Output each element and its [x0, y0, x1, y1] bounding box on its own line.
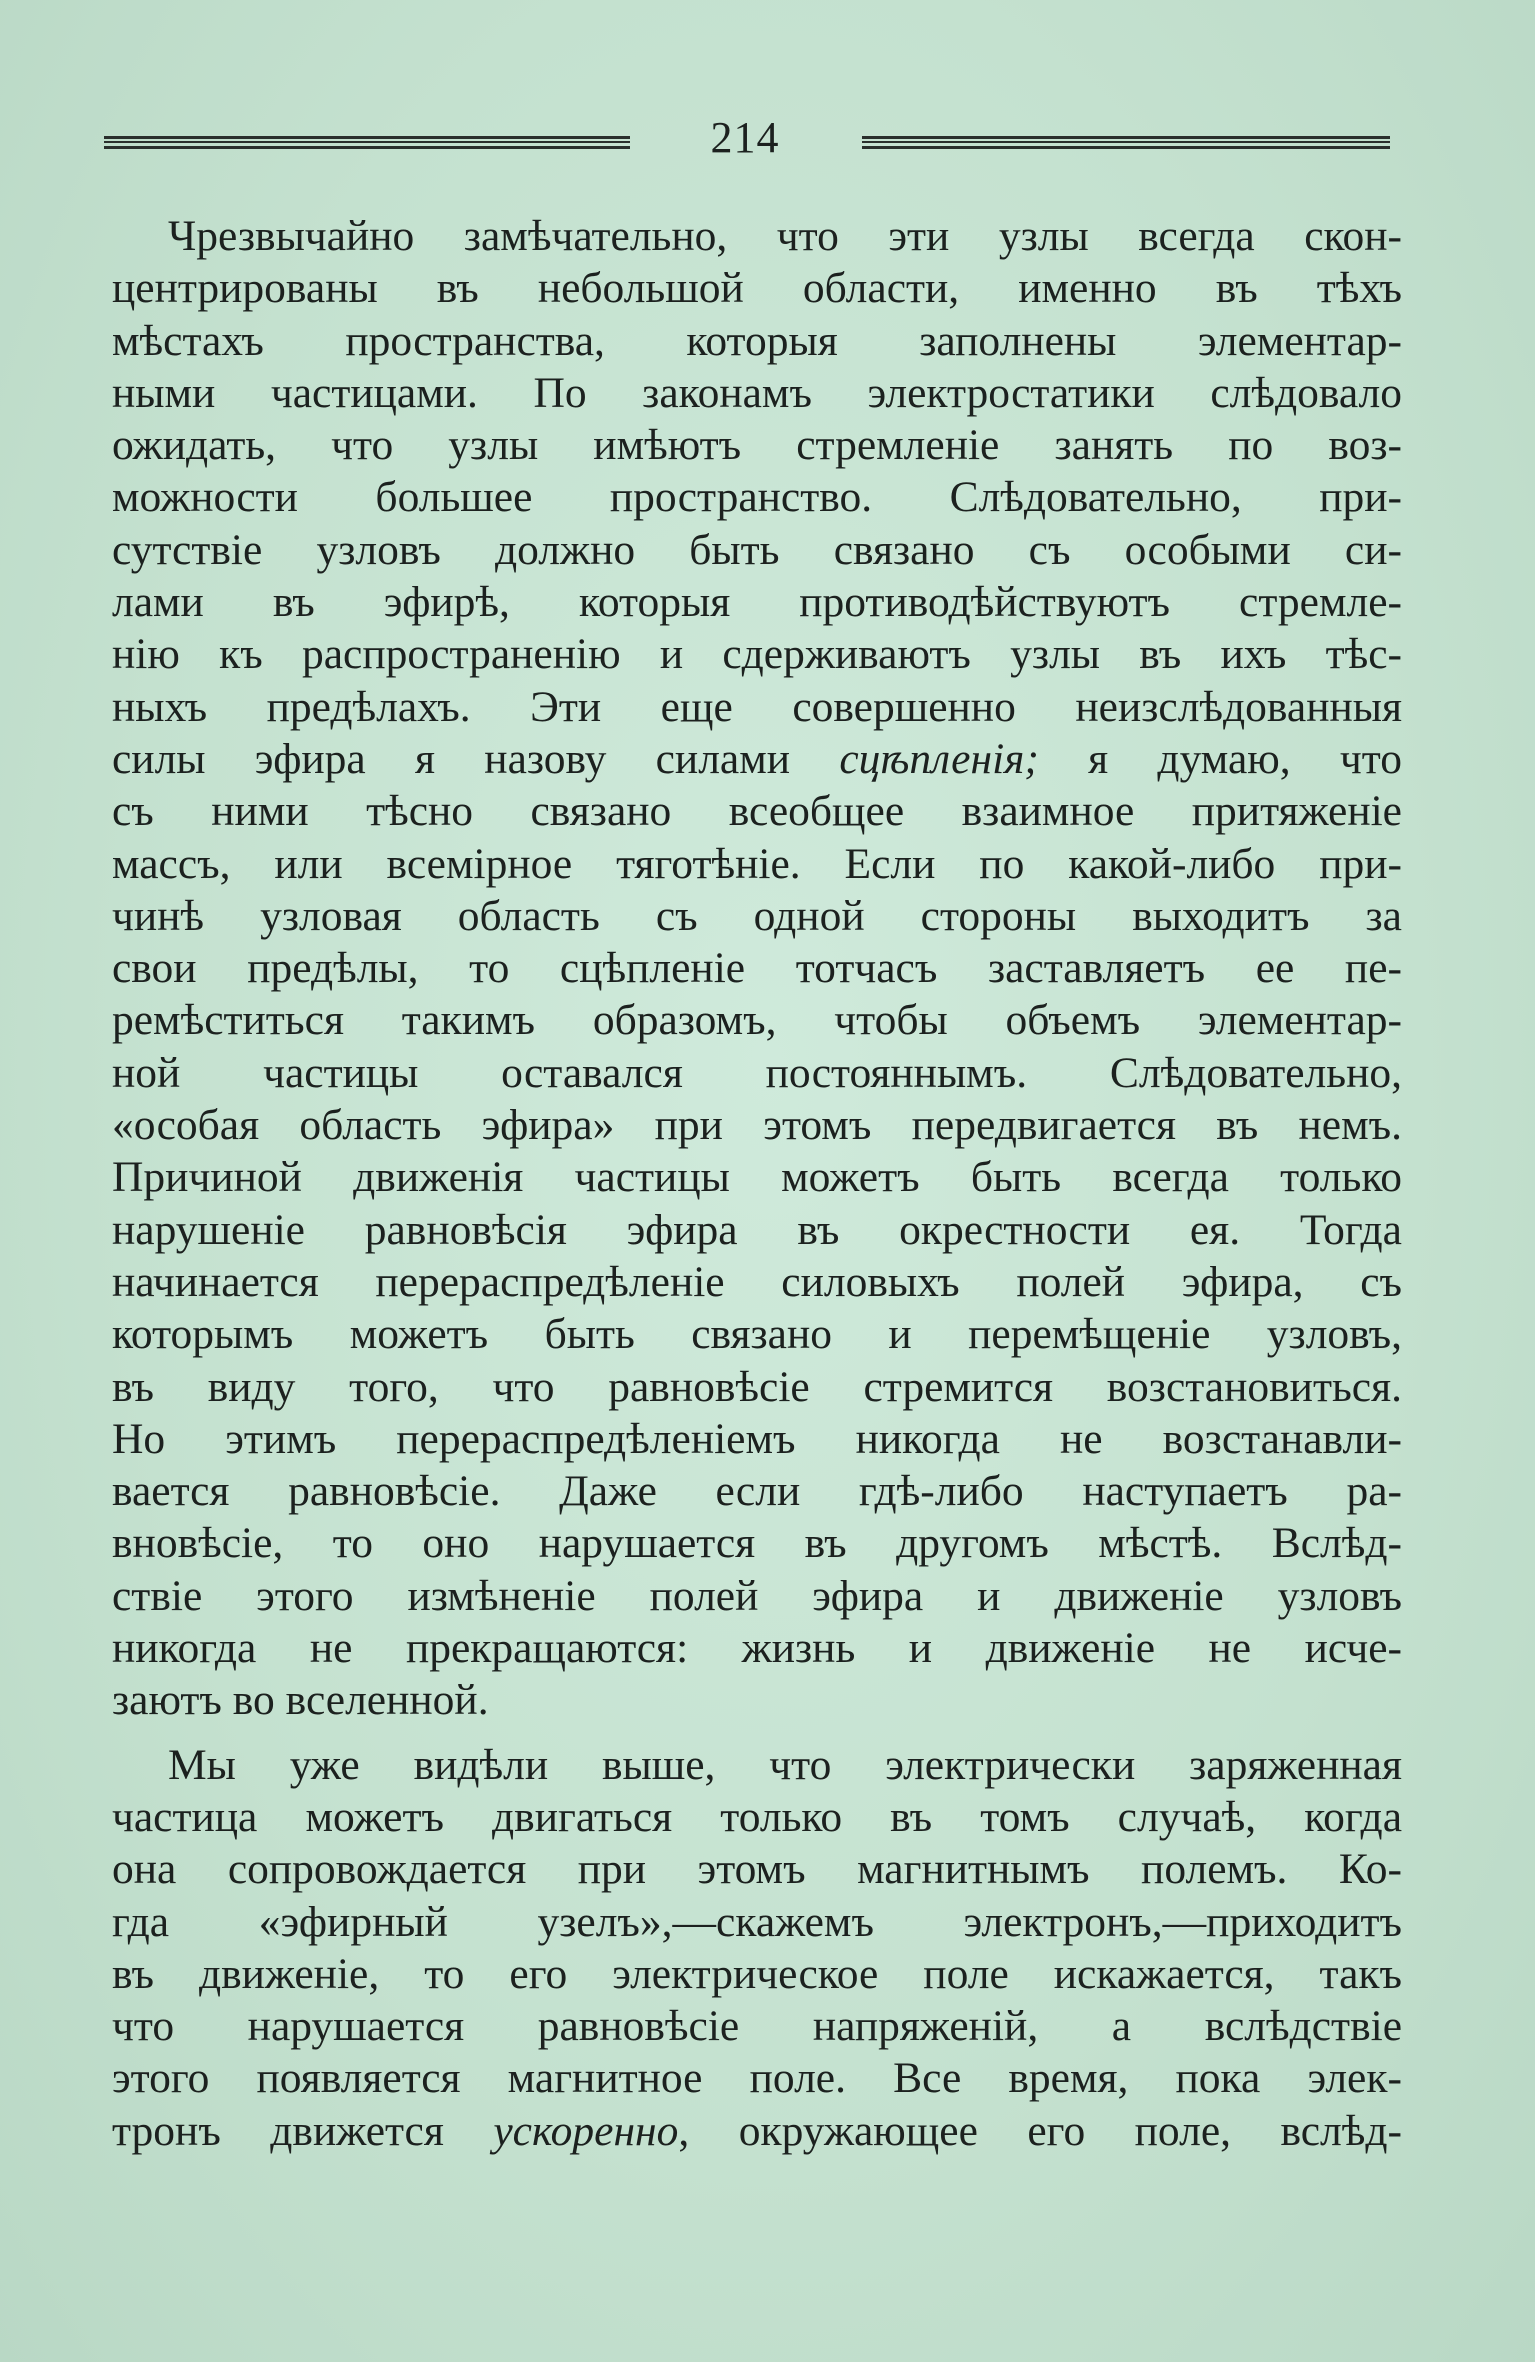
text-line: [112, 733, 1402, 785]
text-line: что нарушается равновѣсіе напряженій, а вслѣдствіе: [112, 2002, 1402, 2051]
text-line: начинается перераспредѣленіе силовыхъ полей эфира, съ: [112, 1257, 1402, 1306]
header-rule-left: [104, 136, 630, 149]
text-line: можности большее пространство. Слѣдовательно, при-: [112, 473, 1402, 522]
text-line: нію къ распространенію и сдерживаютъ узлы въ ихъ тѣс-: [112, 630, 1402, 679]
text-line: ожидать, что узлы имѣютъ стремленіе занять по воз-: [112, 421, 1402, 470]
line-text: силы эфира я назову силами: [112, 734, 840, 783]
paragraph: [112, 1739, 1402, 2157]
text-line: [112, 2105, 1402, 2157]
text-line: гда «эфирный узелъ»,—скажемъ электронъ,—приходитъ: [112, 1897, 1402, 1946]
line-text: я думаю, что: [1038, 734, 1402, 783]
text-line: ной частицы оставался постояннымъ. Слѣдовательно,: [112, 1048, 1402, 1097]
text-line: Чрезвычайно замѣчательно, что эти узлы всегда скон-: [168, 212, 1402, 260]
page-number: 214: [710, 113, 780, 162]
text-line: заютъ во вселенной.: [112, 1676, 489, 1725]
text-line: этого появляется магнитное поле. Все время, пока элек-: [112, 2054, 1402, 2103]
text-line: чинѣ узловая область съ одной стороны выходитъ за: [112, 891, 1402, 940]
text-line: сутствіе узловъ должно быть связано съ особыми си-: [112, 525, 1402, 574]
page-header: [100, 112, 1390, 172]
text-line: никогда не прекращаются: жизнь и движеніе не исче-: [112, 1624, 1402, 1673]
text-line: ремѣститься такимъ образомъ, чтобы объемъ элементар-: [112, 996, 1402, 1045]
text-line: массъ, или всемірное тяготѣніе. Если по какой-либо при-: [112, 839, 1402, 888]
text-line: ныхъ предѣлахъ. Эти еще совершенно неизслѣдованныя: [112, 682, 1402, 731]
text-line: лами въ эфирѣ, которыя противодѣйствуютъ стремле-: [112, 578, 1402, 627]
text-line: нарушеніе равновѣсія эфира въ окрестности ея. Тогда: [112, 1205, 1402, 1254]
text-line: Но этимъ перераспредѣленіемъ никогда не возстанавли-: [112, 1414, 1402, 1463]
text-line: Мы уже видѣли выше, что электрически заряженная: [168, 1740, 1402, 1789]
text-line: въ виду того, что равновѣсіе стремится возстановиться.: [112, 1362, 1402, 1411]
text-line: свои предѣлы, то сцѣпленіе тотчасъ заставляетъ ее пе-: [112, 944, 1402, 993]
text-line: которымъ можетъ быть связано и перемѣщеніе узловъ,: [112, 1310, 1402, 1359]
text-line: вновѣсіе, то оно нарушается въ другомъ мѣстѣ. Вслѣд-: [112, 1519, 1402, 1568]
emphasized-text: сцѣпленія;: [839, 734, 1039, 783]
header-rule-right: [862, 136, 1390, 149]
line-text: тронъ движется: [112, 2106, 494, 2155]
paragraph: [112, 210, 1402, 1727]
text-line: она сопровождается при этомъ магнитнымъ полемъ. Ко-: [112, 1845, 1402, 1894]
paragraph-gap: [112, 1727, 1402, 1739]
text-line: Причиной движенія частицы можетъ быть всегда только: [112, 1153, 1402, 1202]
line-text: , окружающее его поле, вслѣд-: [678, 2106, 1402, 2155]
text-line: въ движеніе, то его электрическое поле искажается, такъ: [112, 1949, 1402, 1998]
text-line: частица можетъ двигаться только въ томъ случаѣ, когда: [112, 1792, 1402, 1841]
text-line: вается равновѣсіе. Даже если гдѣ-либо наступаетъ ра-: [112, 1467, 1402, 1516]
text-line: ствіе этого измѣненіе полей эфира и движеніе узловъ: [112, 1571, 1402, 1620]
text-line: центрированы въ небольшой области, именно въ тѣхъ: [112, 264, 1402, 313]
text-line: мѣстахъ пространства, которыя заполнены элементар-: [112, 316, 1402, 365]
text-line: съ ними тѣсно связано всеобщее взаимное притяженіе: [112, 787, 1402, 836]
text-line: ными частицами. По законамъ электростатики слѣдовало: [112, 368, 1402, 417]
text-line: «особая область эфира» при этомъ передвигается въ немъ.: [112, 1101, 1402, 1150]
emphasized-text: ускоренно: [493, 2106, 679, 2155]
body-text: [112, 210, 1402, 2157]
